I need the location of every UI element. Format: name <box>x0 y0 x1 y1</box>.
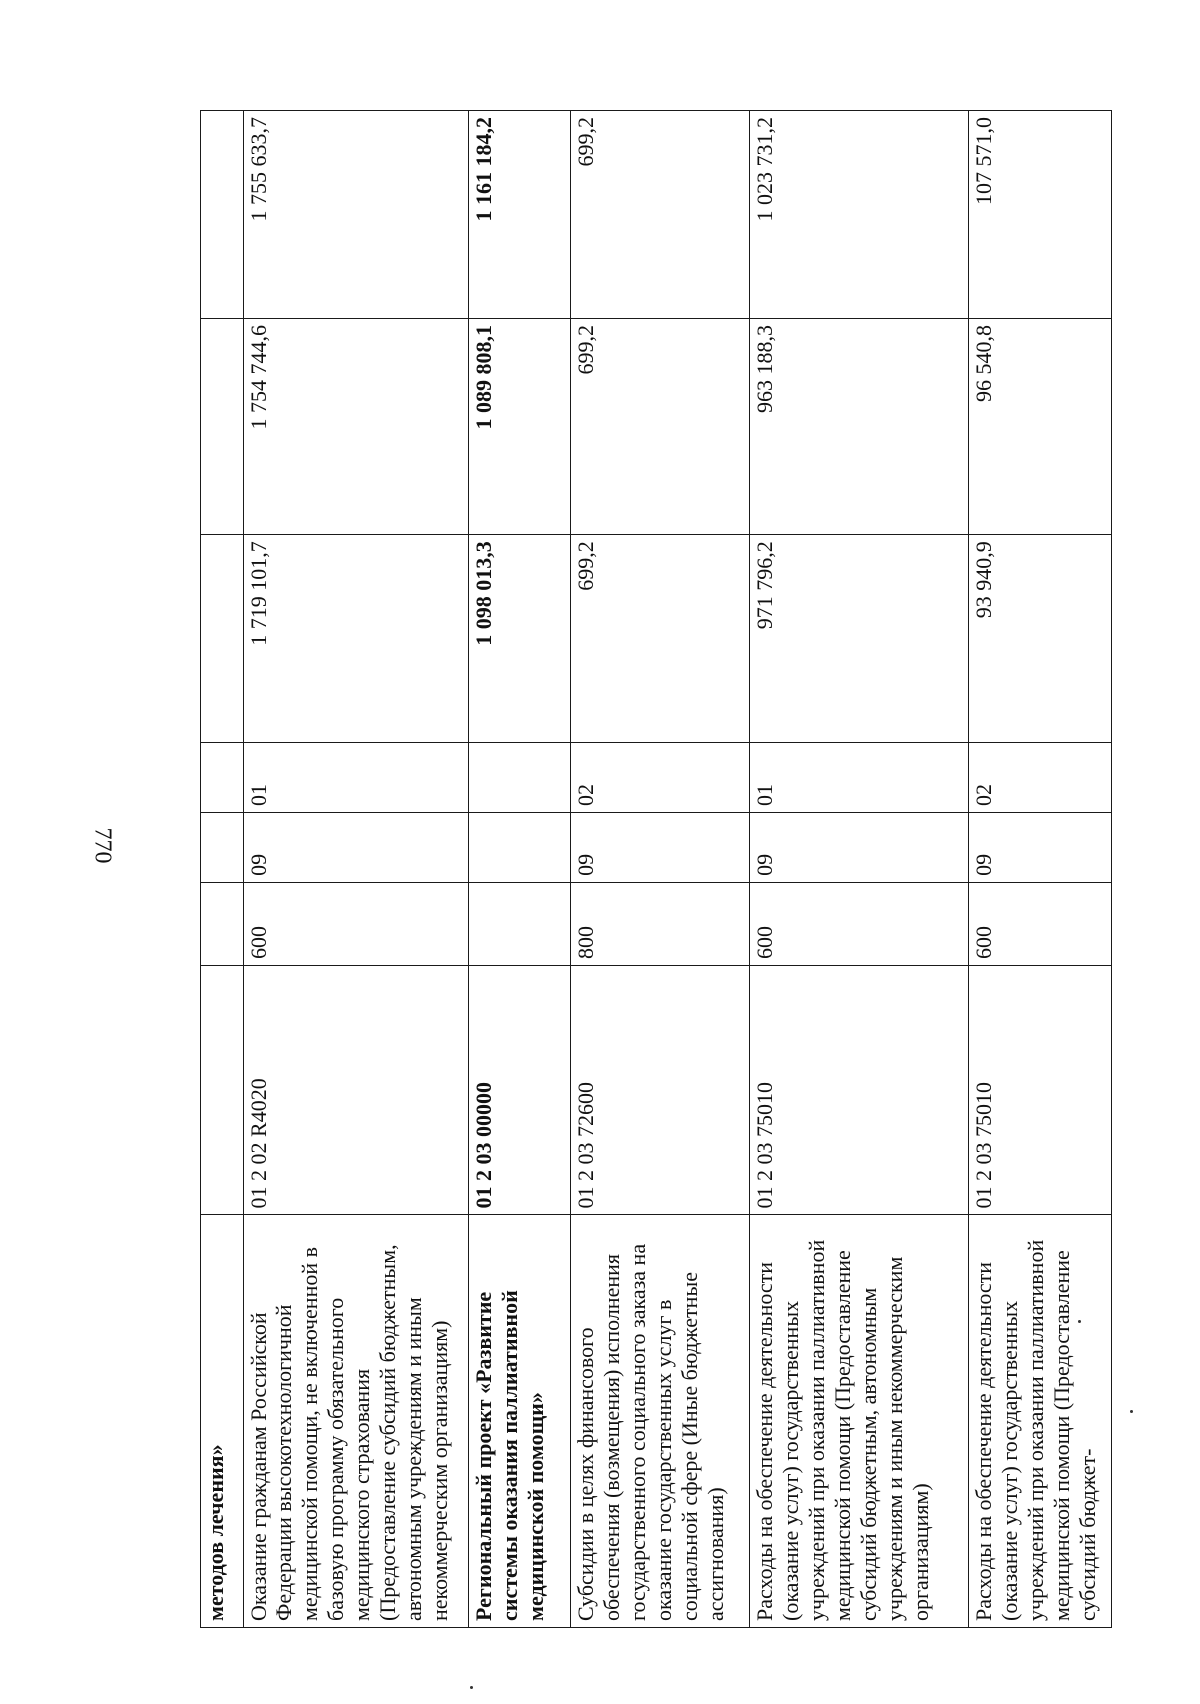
target-code: 01 2 03 72600 <box>571 965 750 1215</box>
subsection: 02 <box>571 743 750 813</box>
amount-year-3: 1 161 184,2 <box>469 111 571 319</box>
row-name: Региональный проект «Развитие системы оказания паллиативной медицинской помощи» <box>469 1215 571 1628</box>
table-body <box>201 111 1112 1628</box>
scan-speck <box>1078 1320 1081 1323</box>
table-row <box>243 111 469 1628</box>
expense-type <box>201 882 244 965</box>
section: 09 <box>571 812 750 882</box>
expense-type <box>469 882 571 965</box>
amount-year-2: 1 089 808,1 <box>469 318 571 534</box>
expense-type: 600 <box>243 882 469 965</box>
amount-year-2: 963 188,3 <box>749 318 968 534</box>
scan-speck <box>1130 1410 1133 1413</box>
amount-year-2: 96 540,8 <box>968 318 1111 534</box>
section: 09 <box>243 812 469 882</box>
subsection <box>201 743 244 813</box>
row-name: методов лечения» <box>201 1215 244 1628</box>
subsection: 02 <box>968 743 1111 813</box>
scan-speck <box>470 1686 473 1689</box>
section <box>201 812 244 882</box>
amount-year-1: 1 719 101,7 <box>243 535 469 743</box>
table-row <box>571 111 750 1628</box>
subsection: 01 <box>243 743 469 813</box>
row-name: Субсидии в целях финансового обеспечения (возмещения) исполнения государственного социального заказа на оказание государственных услуг в социальной сфере (Иные бюджетные ассигнования) <box>571 1215 750 1628</box>
target-code: 01 2 03 75010 <box>749 965 968 1215</box>
subsection <box>469 743 571 813</box>
amount-year-3 <box>201 111 244 319</box>
expense-type: 600 <box>749 882 968 965</box>
amount-year-2: 1 754 744,6 <box>243 318 469 534</box>
target-code: 01 2 03 00000 <box>469 965 571 1215</box>
amount-year-3: 1 755 633,7 <box>243 111 469 319</box>
target-code: 01 2 03 75010 <box>968 965 1111 1215</box>
amount-year-1: 699,2 <box>571 535 750 743</box>
row-name: Оказание гражданам Российской Федерации высокотехнологичной медицинской помощи, не включенной в базовую программу обязательного медицинского страхования (Предоставление субсидий бюджетным, автономным учреждениям и иным некоммерческим организациям) <box>243 1215 469 1628</box>
amount-year-3: 1 023 731,2 <box>749 111 968 319</box>
row-name: Расходы на обеспечение деятельности (оказание услуг) государственных учреждений при оказании паллиативной медицинской помощи (Предоставление субсидий бюджет- <box>968 1215 1111 1628</box>
page-number: 770 <box>89 827 116 864</box>
subsection: 01 <box>749 743 968 813</box>
section: 09 <box>749 812 968 882</box>
amount-year-2 <box>201 318 244 534</box>
amount-year-3: 699,2 <box>571 111 750 319</box>
target-code: 01 2 02 R4020 <box>243 965 469 1215</box>
table-row <box>968 111 1111 1628</box>
amount-year-1 <box>201 535 244 743</box>
table-row <box>749 111 968 1628</box>
expense-type: 800 <box>571 882 750 965</box>
amount-year-1: 1 098 013,3 <box>469 535 571 743</box>
section <box>469 812 571 882</box>
amount-year-2: 699,2 <box>571 318 750 534</box>
budget-table <box>200 110 1112 1628</box>
expense-type: 600 <box>968 882 1111 965</box>
section: 09 <box>968 812 1111 882</box>
amount-year-1: 93 940,9 <box>968 535 1111 743</box>
amount-year-3: 107 571,0 <box>968 111 1111 319</box>
table-row <box>201 111 244 1628</box>
table-row <box>469 111 571 1628</box>
rotated-table-container <box>200 110 1112 1628</box>
row-name: Расходы на обеспечение деятельности (оказание услуг) государственных учреждений при оказании паллиативной медицинской помощи (Предоставление субсидий бюджетным, автономным учреждениям и иным некоммерческим организациям) <box>749 1215 968 1628</box>
amount-year-1: 971 796,2 <box>749 535 968 743</box>
target-code <box>201 965 244 1215</box>
